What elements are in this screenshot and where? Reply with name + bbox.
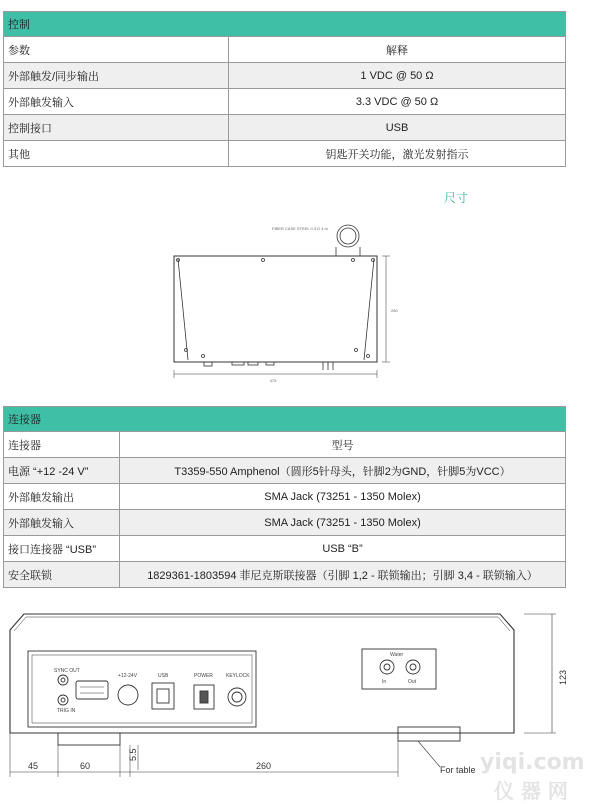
dimensions-link[interactable]: 尺寸 <box>444 191 469 205</box>
dim-45-label: 45 <box>28 761 39 771</box>
table-cell-value: SMA Jack (73251 - 1350 Molex) <box>120 510 566 536</box>
trig-in-connector-icon <box>58 695 68 705</box>
table-cell-param: 外部触发输入 <box>4 510 120 536</box>
table-cell-param: 电源 “+12 -24 V” <box>4 458 120 484</box>
dim-123-label: 123 <box>558 669 568 685</box>
table-cell-param: 接口连接器 “USB” <box>4 536 120 562</box>
housing-outline <box>10 614 514 733</box>
water-in-icon <box>380 660 394 674</box>
table-cell-value: T3359-550 Amphenol（圆形5针母头，针脚2为GND，针脚5为VCC） <box>120 458 566 484</box>
table-cell-param: 外部触发输入 <box>4 89 229 115</box>
table-cell-value: 型号 <box>120 432 566 458</box>
connector-table <box>3 406 566 588</box>
table-cell-value: SMA Jack (73251 - 1350 Molex) <box>120 484 566 510</box>
connector-table-title: 连接器 <box>4 407 566 432</box>
table-cell-value: 1829361-1803594 菲尼克斯联接器（引脚 1,2 - 联锁输出；引脚 3,4 - 联锁输入） <box>120 562 566 588</box>
usb-connector-icon <box>152 683 174 709</box>
control-table <box>3 11 566 167</box>
control-table-title: 控制 <box>4 12 566 37</box>
table-cell-param: 外部触发/同步输出 <box>4 63 229 89</box>
connector-panel <box>28 651 256 727</box>
power-supply-connector-icon <box>118 685 138 705</box>
water-in-label: In <box>382 679 387 685</box>
table-note-label: For table <box>440 765 476 775</box>
power-supply-label: +12-24V <box>118 673 138 679</box>
foot-left <box>58 733 120 745</box>
table-cell-value: USB “B” <box>120 536 566 562</box>
trig-in-label: TRIG IN <box>57 708 76 714</box>
watermark-domain: yiqi.com <box>480 750 585 775</box>
table-cell-value: 解释 <box>229 37 566 63</box>
table-cell-value: USB <box>229 115 566 141</box>
sync-out-label: SYNC OUT <box>54 668 80 674</box>
water-out-icon <box>406 660 420 674</box>
keylock-icon <box>228 688 246 706</box>
fiber-note: FIBER CASE STEEL 0.3 D 4 m <box>272 226 328 231</box>
table-cell-value: 1 VDC @ 50 Ω <box>229 63 566 89</box>
table-cell-value: 钥匙开关功能，激光发射指示 <box>229 141 566 167</box>
d-sub-connector-icon <box>76 681 108 699</box>
sync-out-connector-icon <box>58 675 68 685</box>
water-out-label: Out <box>408 679 417 685</box>
dim-260-label: 260 <box>256 761 272 771</box>
dim-60-label: 60 <box>80 761 91 771</box>
table-cell-param: 其他 <box>4 141 229 167</box>
table-cell-param: 连接器 <box>4 432 120 458</box>
dim-width-label: 475 <box>269 378 277 383</box>
table-cell-value: 3.3 VDC @ 50 Ω <box>229 89 566 115</box>
water-label: Water <box>390 652 404 658</box>
dim-5-5-label: 5.5 <box>128 748 138 761</box>
foot-right <box>398 727 460 741</box>
table-cell-param: 外部触发输出 <box>4 484 120 510</box>
watermark-text: 仪 器 网 <box>494 779 568 803</box>
table-cell-param: 控制接口 <box>4 115 229 141</box>
top-view-drawing <box>168 222 398 388</box>
power-label: POWER <box>194 673 213 679</box>
dim-height-label: 280 <box>391 308 398 313</box>
table-cell-param: 参数 <box>4 37 229 63</box>
keylock-label: KEYLOCK <box>226 673 250 679</box>
table-cell-param: 安全联锁 <box>4 562 120 588</box>
usb-label: USB <box>158 673 169 679</box>
